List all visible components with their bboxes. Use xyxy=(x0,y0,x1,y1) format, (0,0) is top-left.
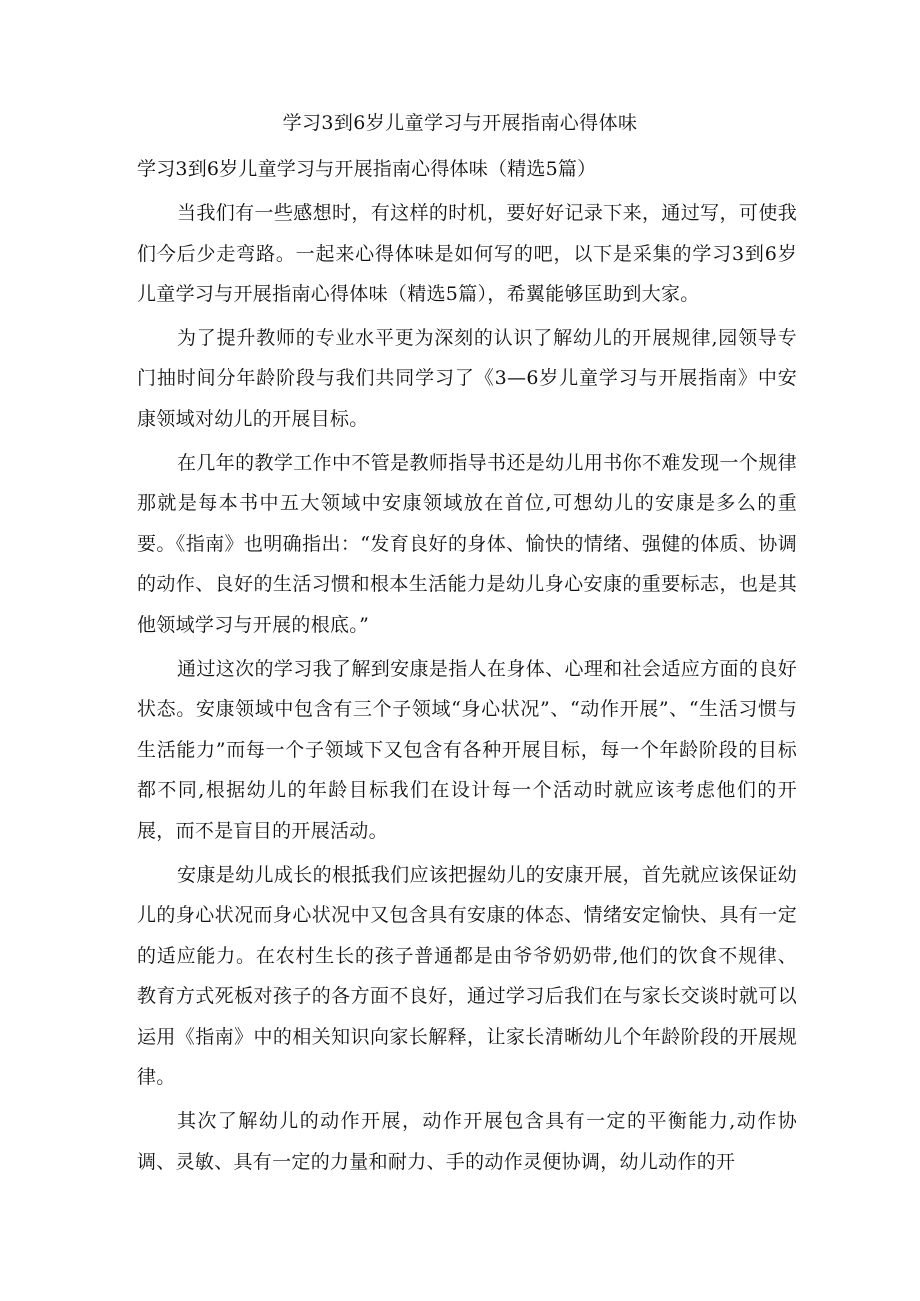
document-body xyxy=(137,193,797,1185)
paragraph: 当我们有一些感想时，有这样的时机，要好好记录下来，通过写，可使我们今后少走弯路。一起来心得体味是如何写的吧，以下是采集的学习3到6岁儿童学习与开展指南心得体味（精选5篇），希翼能够匡助到大家。 xyxy=(137,202,797,306)
document-title: 学习3到6岁儿童学习与开展指南心得体味 xyxy=(282,112,638,134)
paragraph: 其次了解幼儿的动作开展，动作开展包含具有一定的平衡能力,动作协调、灵敏、具有一定的力量和耐力、手的动作灵便协调，幼儿动作的开 xyxy=(137,1110,797,1173)
paragraph: 为了提升教师的专业水平更为深刻的认识了解幼儿的开展规律,园领导专门抽时间分年龄阶段与我们共同学习了《3—6岁儿童学习与开展指南》中安康领域对幼儿的开展目标。 xyxy=(137,326,797,430)
paragraph: 在几年的教学工作中不管是教师指导书还是幼儿用书你不难发现一个规律那就是每本书中五大领域中安康领域放在首位,可想幼儿的安康是多么的重要。《指南》也明确指出：“发育良好的身体、愉快的情绪、强健的体质、协调的动作、良好的生活习惯和根本生活能力是幼儿身心安康的重要标志，也是其他领域学习与开展的根底。” xyxy=(137,451,797,636)
document-subtitle: 学习3到6岁儿童学习与开展指南心得体味（精选5篇） xyxy=(137,158,597,180)
paragraph: 安康是幼儿成长的根抵我们应该把握幼儿的安康开展，首先就应该保证幼儿的身心状况而身心状况中又包含具有安康的体态、情绪安定愉快、具有一定的适应能力。在农村生长的孩子普通都是由爷爷奶奶带,他们的饮食不规律、教育方式死板对孩子的各方面不良好，通过学习后我们在与家长交谈时就可以运用《指南》中的相关知识向家长解释，让家长清晰幼儿个年龄阶段的开展规律。 xyxy=(137,863,797,1089)
paragraph: 通过这次的学习我了解到安康是指人在身体、心理和社会适应方面的良好状态。安康领域中包含有三个子领域“身心状况”、“动作开展”、“生活习惯与生活能力”而每一个子领域下又包含有各种开展目标，每一个年龄阶段的目标都不同,根据幼儿的年龄目标我们在设计每一个活动时就应该考虑他们的开展，而不是盲目的开展活动。 xyxy=(137,657,797,842)
